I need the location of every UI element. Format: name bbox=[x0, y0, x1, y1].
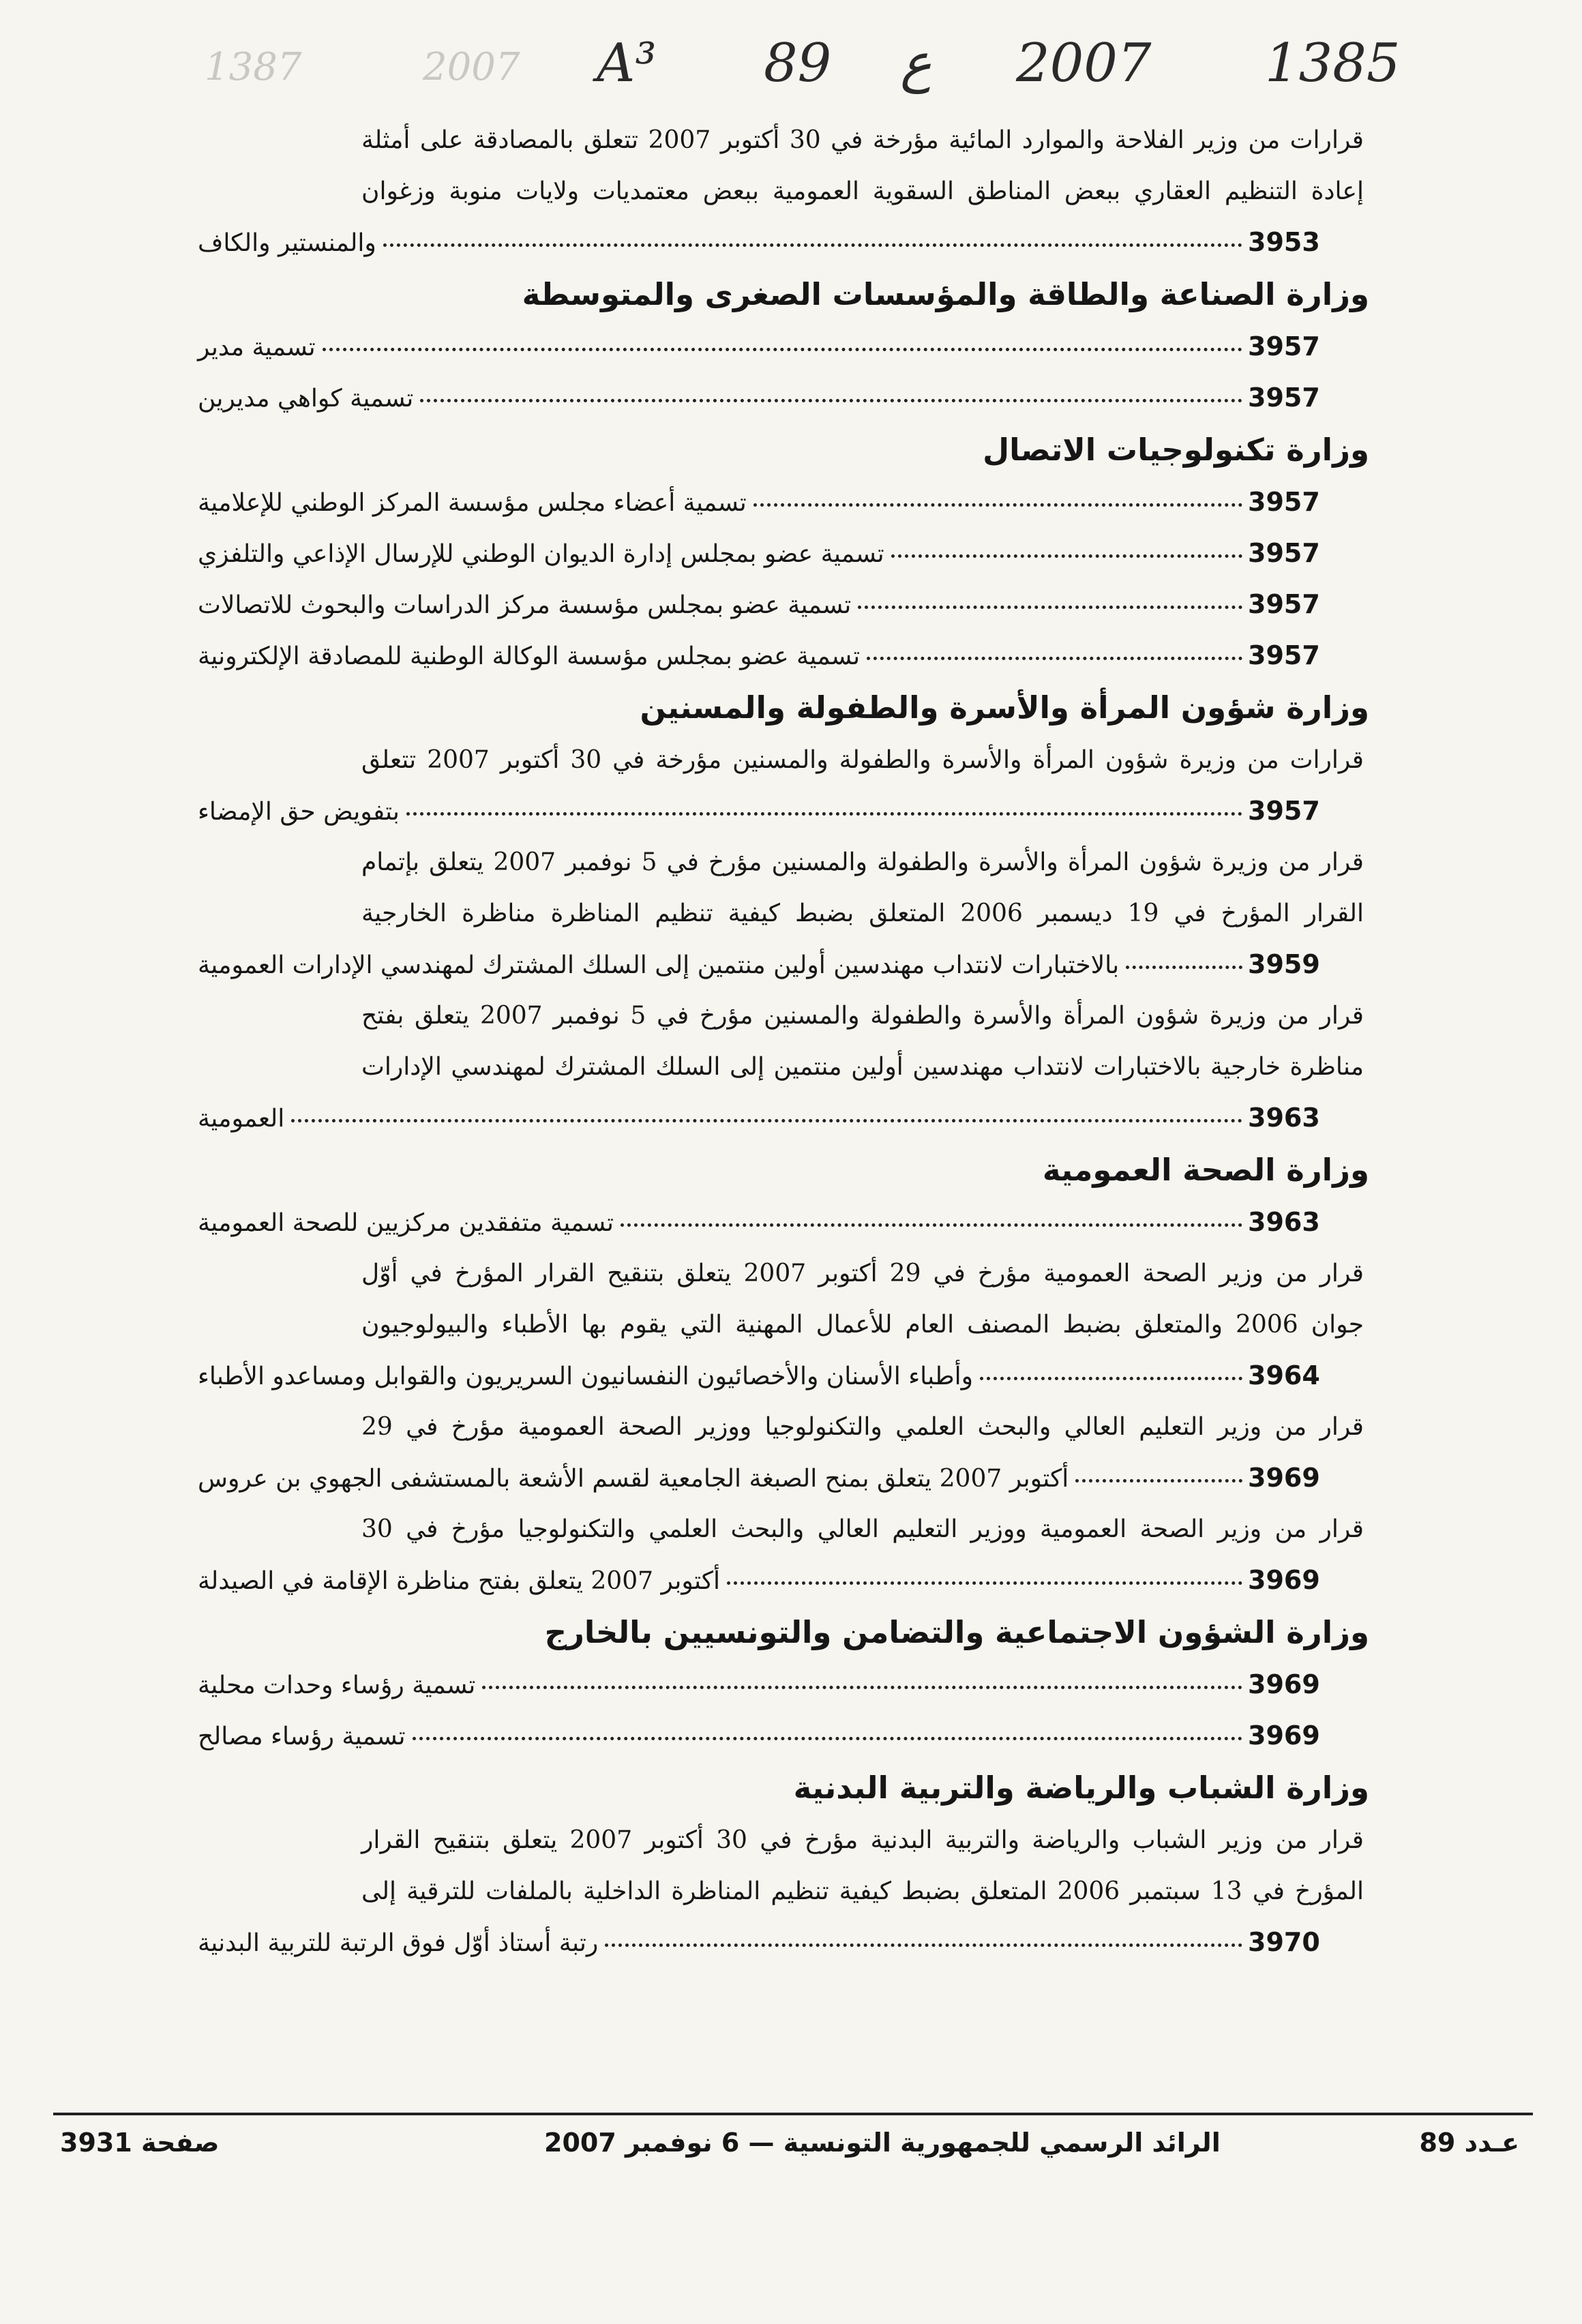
dot-leader bbox=[420, 374, 1242, 402]
entry-text: تسمية مدير bbox=[198, 333, 316, 361]
page-number: 3957 bbox=[1248, 589, 1320, 619]
toc-entry[interactable] bbox=[198, 1248, 1364, 1401]
toc-entry[interactable] bbox=[198, 372, 1364, 423]
toc-entry[interactable] bbox=[198, 1504, 1364, 1606]
handwritten-year: 2007 bbox=[1016, 33, 1152, 94]
entry-text: أكتوبر 2007 يتعلق بفتح مناظرة الإقامة في الصيدلة bbox=[198, 1567, 720, 1595]
toc-entry[interactable] bbox=[198, 1815, 1364, 1968]
table-of-contents bbox=[198, 115, 1369, 1968]
entry-text: تسمية رؤساء مصالح bbox=[198, 1723, 406, 1751]
page-number: 3963 bbox=[1248, 1207, 1320, 1237]
faint-number-left: 1387 bbox=[205, 45, 302, 89]
entry-text: تسمية عضو بمجلس إدارة الديوان الوطني للإرسال الإذاعي والتلفزي bbox=[198, 540, 884, 568]
entry-text: تسمية كواهي مديرين bbox=[198, 385, 414, 413]
faint-year: 2007 bbox=[423, 45, 520, 89]
footer-issue-label: عـدد bbox=[1464, 2128, 1519, 2158]
entry-text: رتبة أستاذ أوّل فوق الرتبة للتربية البدنية bbox=[198, 1929, 599, 1957]
entry-text-line: المؤرخ في 13 سبتمبر 2006 المتعلق بضبط كيفية تنظيم المناظرة الداخلية بالملفات للترقية إلى bbox=[361, 1877, 1364, 1905]
page-number: 3969 bbox=[1248, 1720, 1320, 1751]
toc-entry[interactable] bbox=[198, 115, 1364, 268]
page-number: 3969 bbox=[1248, 1669, 1320, 1699]
dot-leader bbox=[727, 1557, 1242, 1585]
toc-entry[interactable] bbox=[198, 321, 1364, 372]
entry-last-line bbox=[198, 1659, 1364, 1710]
footer-issue-number: 89 bbox=[1419, 2128, 1456, 2158]
dot-leader bbox=[753, 479, 1242, 507]
entry-text-line: قرار من وزير الصحة العمومية ووزير التعليم العالي والبحث العلمي والتكنولوجيا مؤرخ في 30 bbox=[361, 1515, 1364, 1543]
page-number: 3957 bbox=[1248, 487, 1320, 517]
entry-text: بالاختبارات لانتداب مهندسين أولين منتمين إلى السلك المشترك لمهندسي الإدارات العمومية bbox=[198, 951, 1120, 979]
entry-text: تسمية متفقدين مركزيين للصحة العمومية bbox=[198, 1209, 614, 1237]
section-title: وزارة الشباب والرياضة والتربية البدنية bbox=[793, 1770, 1369, 1806]
toc-section bbox=[198, 681, 1369, 1144]
entry-text: أكتوبر 2007 يتعلق بمنح الصبغة الجامعية لقسم الأشعة بالمستشفى الجهوي بن عروس bbox=[198, 1465, 1069, 1493]
page-number: 3963 bbox=[1248, 1103, 1320, 1133]
dot-leader bbox=[413, 1712, 1242, 1740]
toc-entry[interactable] bbox=[198, 477, 1364, 528]
section-title: وزارة الصناعة والطاقة والمؤسسات الصغرى والمتوسطة bbox=[522, 276, 1369, 312]
page-number: 3964 bbox=[1248, 1360, 1320, 1390]
handwritten-issue: 89 bbox=[764, 33, 832, 94]
entry-text: تسمية عضو بمجلس مؤسسة مركز الدراسات والبحوث للاتصالات bbox=[198, 591, 852, 619]
handwritten-letter: ع bbox=[900, 33, 932, 94]
page-number: 3959 bbox=[1248, 949, 1320, 979]
entry-last-line bbox=[198, 477, 1364, 528]
toc-entry[interactable] bbox=[198, 579, 1364, 630]
toc-section bbox=[198, 1761, 1369, 1968]
dot-leader bbox=[383, 219, 1242, 247]
toc-entry[interactable] bbox=[198, 528, 1364, 579]
dot-leader bbox=[482, 1661, 1242, 1689]
entry-text-line: قرارات من وزيرة شؤون المرأة والأسرة والطفولة والمسنين مؤرخة في 30 أكتوبر 2007 تتعلق bbox=[361, 746, 1364, 774]
entry-last-line bbox=[198, 372, 1364, 423]
entry-text: بتفويض حق الإمضاء bbox=[198, 798, 400, 826]
entry-last-line bbox=[198, 1917, 1364, 1968]
entry-text-line: جوان 2006 والمتعلق بضبط المصنف العام للأعمال المهنية التي يقوم بها الأطباء والبيولوجيون bbox=[361, 1311, 1364, 1339]
entry-last-line bbox=[198, 1710, 1364, 1761]
handwritten-number: 1385 bbox=[1265, 33, 1401, 94]
dot-leader bbox=[291, 1094, 1242, 1122]
footer-issue bbox=[1419, 2128, 1519, 2158]
entry-last-line bbox=[198, 579, 1364, 630]
entry-last-line bbox=[198, 217, 1364, 268]
dot-leader bbox=[621, 1199, 1242, 1227]
entry-last-line bbox=[198, 939, 1364, 990]
toc-section bbox=[198, 1606, 1369, 1761]
page-number: 3957 bbox=[1248, 331, 1320, 361]
dot-leader bbox=[858, 581, 1242, 609]
toc-entry[interactable] bbox=[198, 1710, 1364, 1761]
toc-section bbox=[198, 268, 1369, 423]
entry-last-line bbox=[198, 1452, 1364, 1504]
page-number: 3957 bbox=[1248, 383, 1320, 413]
page-number: 3969 bbox=[1248, 1565, 1320, 1595]
dot-leader bbox=[323, 323, 1242, 351]
entry-text-line: قرار من وزير الشباب والرياضة والتربية البدنية مؤرخ في 30 أكتوبر 2007 يتعلق بتنقيح القرار bbox=[361, 1826, 1364, 1854]
entry-last-line bbox=[198, 786, 1364, 837]
page-footer bbox=[53, 2121, 1533, 2175]
dot-leader bbox=[406, 788, 1242, 816]
toc-entry[interactable] bbox=[198, 1197, 1364, 1248]
entry-text: العمومية bbox=[198, 1105, 285, 1133]
page-number: 3957 bbox=[1248, 538, 1320, 568]
entry-text: والمنستير والكاف bbox=[198, 229, 376, 257]
section-title: وزارة شؤون المرأة والأسرة والطفولة والمسنين bbox=[640, 689, 1369, 726]
dot-leader bbox=[1075, 1455, 1242, 1483]
page-number: 3957 bbox=[1248, 796, 1320, 826]
dot-leader bbox=[605, 1919, 1242, 1947]
toc-section bbox=[198, 1144, 1369, 1606]
entry-last-line bbox=[198, 1555, 1364, 1606]
footer-page-number: 3931 bbox=[60, 2128, 132, 2158]
entry-text: تسمية عضو بمجلس مؤسسة الوكالة الوطنية للمصادقة الإلكترونية bbox=[198, 642, 861, 670]
toc-entry[interactable] bbox=[198, 630, 1364, 681]
entry-last-line bbox=[198, 1350, 1364, 1401]
entry-text-line: قرارات من وزير الفلاحة والموارد المائية مؤرخة في 30 أكتوبر 2007 تتعلق بالمصادقة على أمثلة bbox=[361, 126, 1364, 154]
entry-text-line: قرار من وزير التعليم العالي والبحث العلمي والتكنولوجيا ووزير الصحة العمومية مؤرخ في 29 bbox=[361, 1413, 1364, 1441]
entry-last-line bbox=[198, 528, 1364, 579]
footer-journal bbox=[544, 2128, 1221, 2158]
entry-last-line bbox=[198, 630, 1364, 681]
toc-entry[interactable] bbox=[198, 1401, 1364, 1504]
entry-text-line: قرار من وزيرة شؤون المرأة والأسرة والطفولة والمسنين مؤرخ في 5 نوفمبر 2007 يتعلق بفتح bbox=[361, 1002, 1364, 1030]
entry-text-line: إعادة التنظيم العقاري ببعض المناطق السقوية العمومية ببعض معتمديات ولايات منوبة وزغوان bbox=[361, 177, 1364, 205]
entry-text: وأطباء الأسنان والأخصائيون النفسانيون السريريون والقوابل ومساعدو الأطباء bbox=[198, 1362, 973, 1390]
entry-last-line bbox=[198, 321, 1364, 372]
toc-entry[interactable] bbox=[198, 734, 1364, 837]
entry-last-line bbox=[198, 1092, 1364, 1144]
handwritten-ref: A³ bbox=[597, 33, 657, 94]
section-title: وزارة الشؤون الاجتماعية والتضامن والتونسيين بالخارج bbox=[544, 1614, 1369, 1650]
toc-entry[interactable] bbox=[198, 990, 1364, 1144]
dot-leader bbox=[891, 530, 1242, 558]
dot-leader bbox=[867, 632, 1242, 660]
footer-date: 6 نوفمبر bbox=[625, 2128, 740, 2158]
page-number: 3957 bbox=[1248, 640, 1320, 670]
entry-text: تسمية رؤساء وحدات محلية bbox=[198, 1671, 476, 1699]
footer-journal-title: الرائد الرسمي للجمهورية التونسية bbox=[783, 2128, 1221, 2158]
footer-page bbox=[60, 2128, 220, 2158]
entry-text: تسمية أعضاء مجلس مؤسسة المركز الوطني للإعلامية bbox=[198, 489, 747, 517]
toc-entry[interactable] bbox=[198, 1659, 1364, 1710]
toc-section bbox=[198, 423, 1369, 681]
footer-page-label: صفحة bbox=[141, 2128, 220, 2158]
entry-text-line: قرار من وزير الصحة العمومية مؤرخ في 29 أكتوبر 2007 يتعلق بتنقيح القرار المؤرخ في أوّل bbox=[361, 1260, 1364, 1287]
entry-text-line: مناظرة خارجية بالاختبارات لانتداب مهندسين أولين منتمين إلى السلك المشترك لمهندسي الإدارات bbox=[361, 1053, 1364, 1081]
toc-section bbox=[198, 115, 1364, 268]
page-number: 3970 bbox=[1248, 1927, 1320, 1957]
footer-separator: — bbox=[748, 2128, 775, 2158]
dot-leader bbox=[1126, 941, 1242, 969]
dot-leader bbox=[980, 1352, 1242, 1380]
footer-rule bbox=[53, 2113, 1533, 2115]
footer-year: 2007 bbox=[544, 2128, 616, 2158]
section-title: وزارة تكنولوجيات الاتصال bbox=[983, 432, 1369, 468]
entry-text-line: قرار من وزيرة شؤون المرأة والأسرة والطفولة والمسنين مؤرخ في 5 نوفمبر 2007 يتعلق بإتمام bbox=[361, 848, 1364, 876]
page-number: 3953 bbox=[1248, 227, 1320, 257]
toc-entry[interactable] bbox=[198, 837, 1364, 990]
page-number: 3969 bbox=[1248, 1463, 1320, 1493]
entry-text-line: القرار المؤرخ في 19 ديسمبر 2006 المتعلق بضبط كيفية تنظيم المناظرة مناظرة الخارجية bbox=[361, 899, 1364, 927]
section-title: وزارة الصحة العمومية bbox=[1042, 1152, 1369, 1188]
entry-last-line bbox=[198, 1197, 1364, 1248]
